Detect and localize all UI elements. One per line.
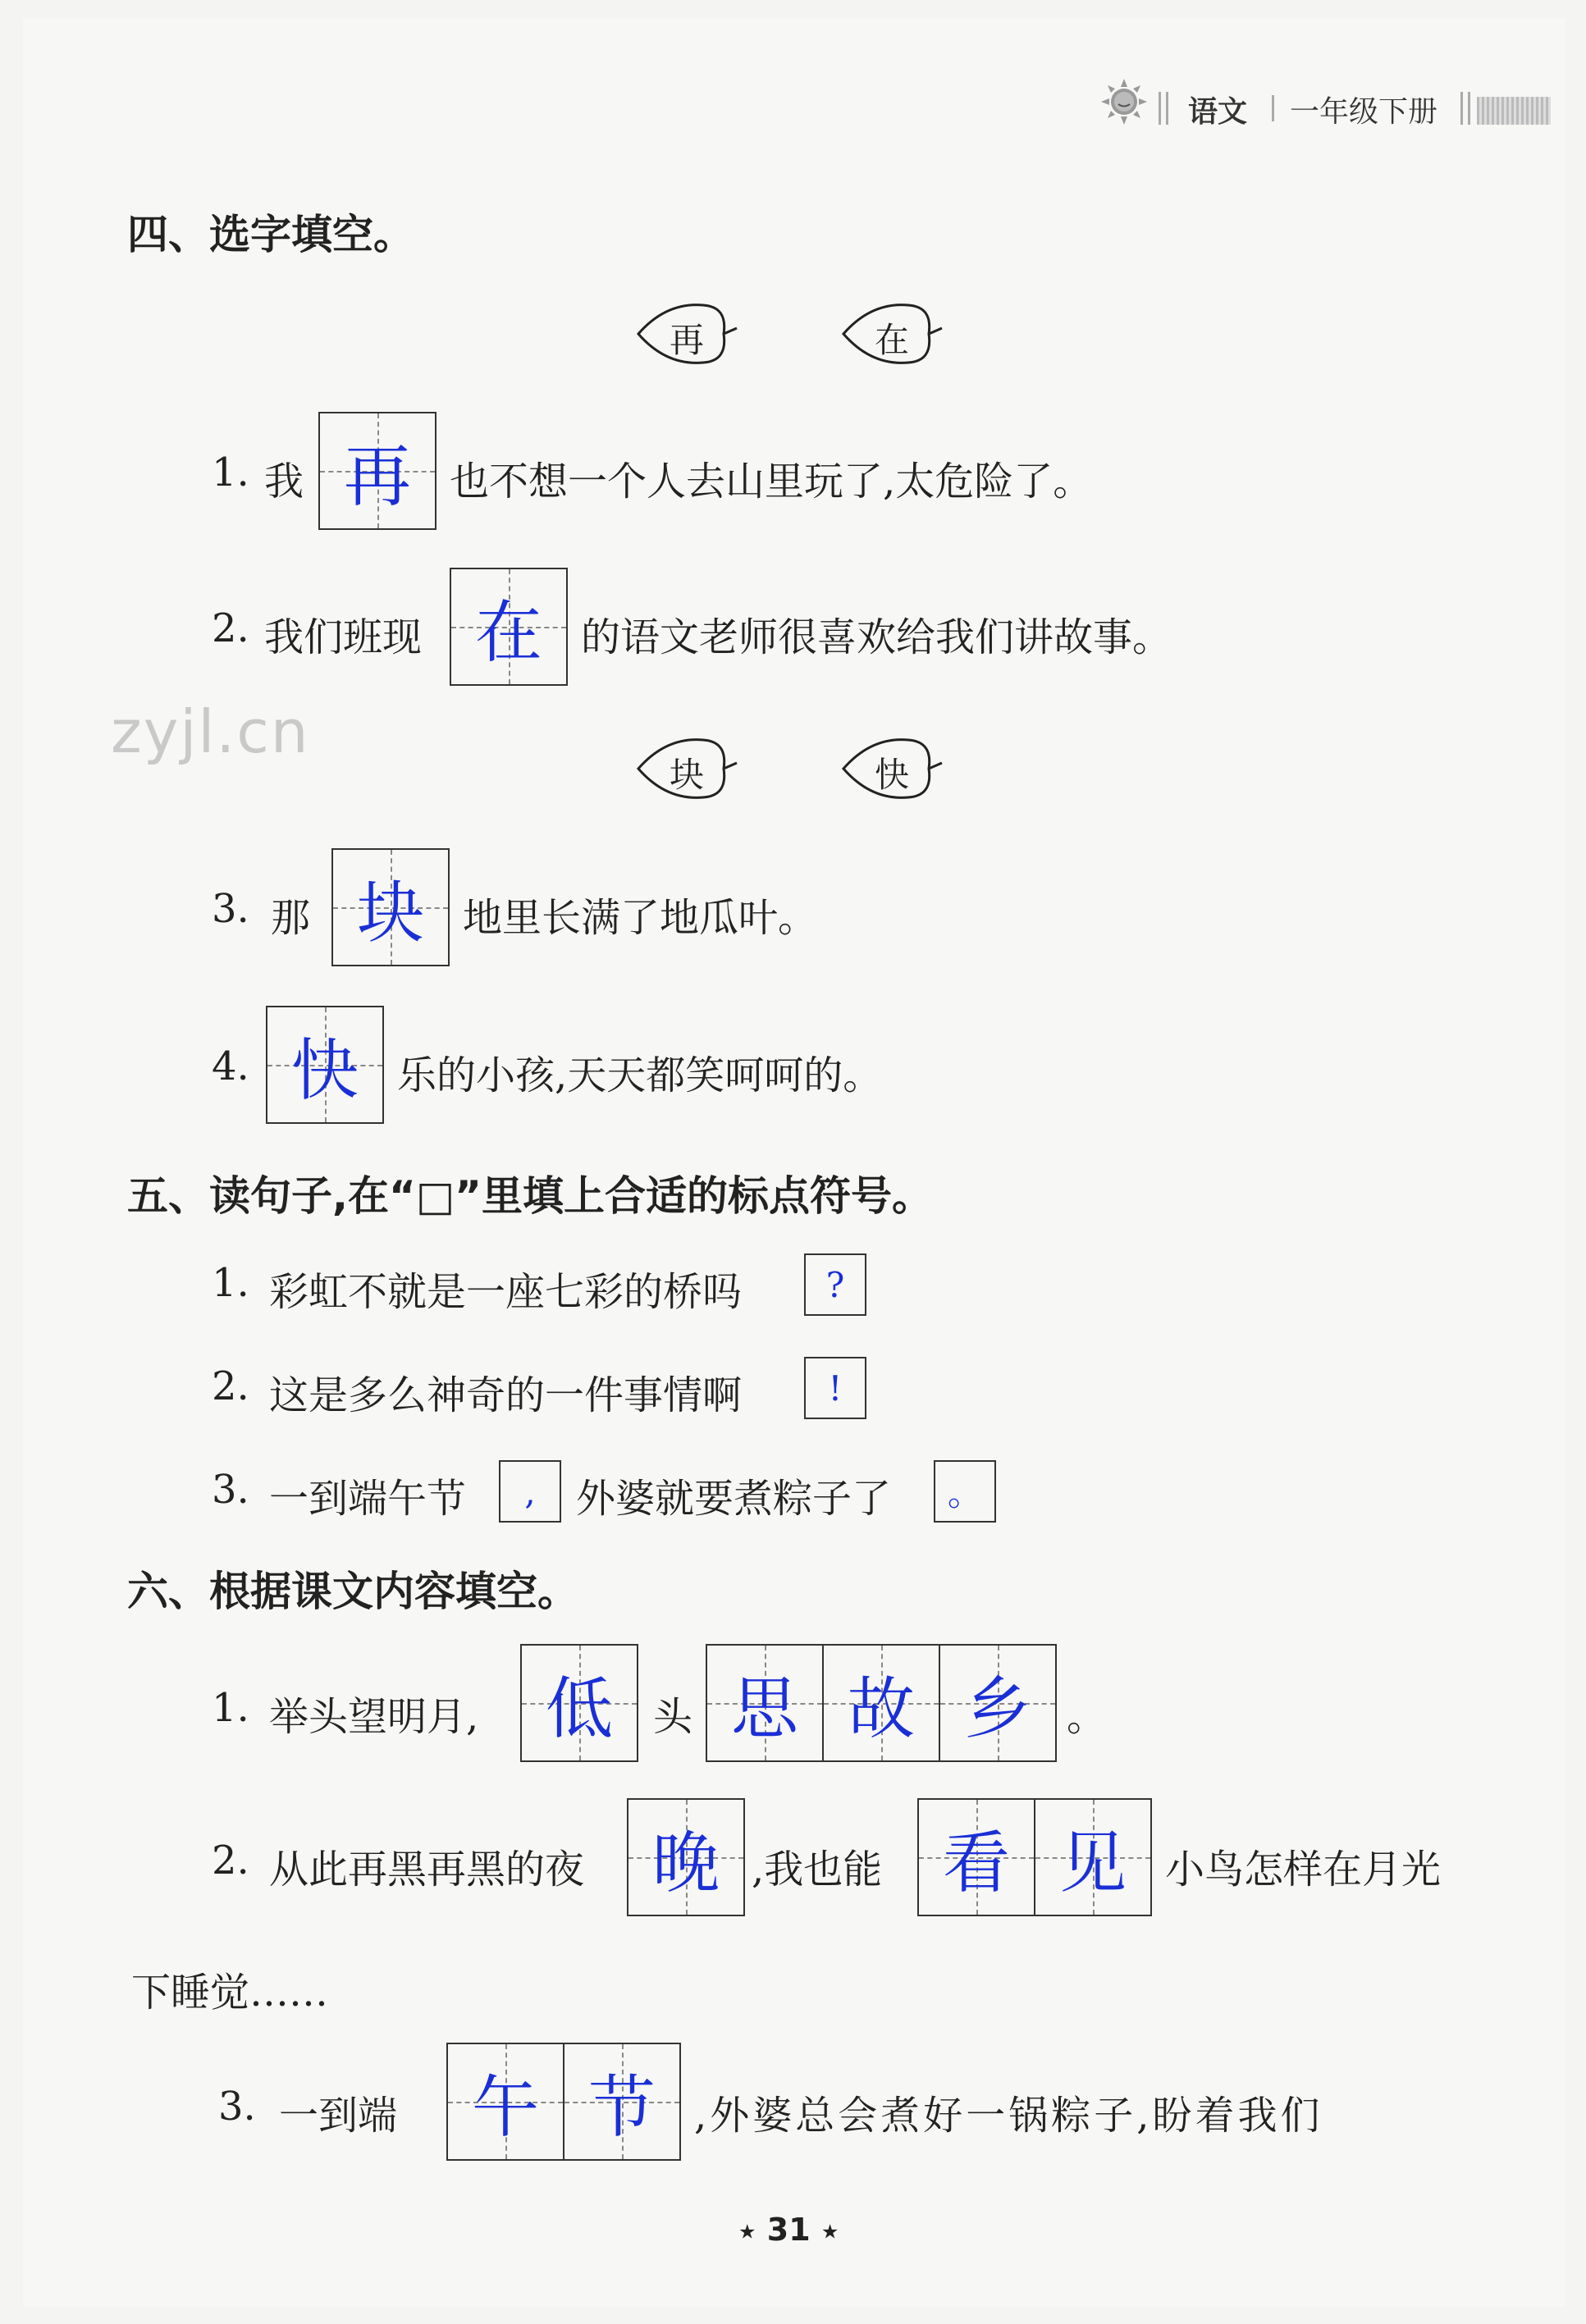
page-number-text: 31	[766, 2212, 811, 2248]
handwritten-answer: 晚	[651, 1824, 720, 1902]
header-grade: 一年级下册	[1290, 95, 1438, 129]
leaf-char: 在	[874, 320, 909, 360]
s4-q3-num: 3.	[212, 886, 249, 932]
answer-box[interactable]	[318, 412, 436, 530]
leaf-char: 块	[669, 755, 704, 795]
s5-q3-text1: 一到端午节	[269, 1476, 467, 1522]
s6-q1-after: 。	[1067, 1694, 1107, 1740]
punctuation-box[interactable]: ?	[804, 1253, 866, 1316]
s6-q3-num: 3.	[218, 2084, 256, 2130]
answer-box[interactable]	[450, 568, 568, 686]
s6-q2-middle: ,我也能	[752, 1847, 883, 1893]
s4-q4-num: 4.	[212, 1043, 249, 1089]
leaf-option	[839, 297, 945, 371]
header-bar	[1477, 97, 1551, 125]
s6-q1-middle: 头	[653, 1694, 693, 1740]
s4-q1-after: 也不想一个人去山里玩了,太危险了。	[450, 459, 1093, 505]
punctuation-box[interactable]: ,	[499, 1460, 561, 1523]
punctuation-box[interactable]: !	[804, 1357, 866, 1419]
answer-box[interactable]	[266, 1006, 384, 1124]
handwritten-answer: 看	[942, 1824, 1010, 1902]
s6-q2-num: 2.	[212, 1838, 249, 1883]
header-divider-right	[1460, 92, 1470, 125]
handwritten-answer: 低	[545, 1669, 613, 1748]
answer-box-group[interactable]	[446, 2043, 681, 2161]
s6-q3-after: ,外婆总会煮好一锅粽子,盼着我们	[694, 2093, 1323, 2139]
s6-q2-before: 从此再黑再黑的夜	[269, 1847, 585, 1893]
answer-box[interactable]	[520, 1644, 638, 1762]
answer-box-group[interactable]	[917, 1798, 1152, 1916]
s6-q3-before: 一到端	[279, 2093, 398, 2139]
answer-box[interactable]	[627, 1798, 745, 1916]
header-separator	[1272, 95, 1274, 121]
s6-q1-before: 举头望明月,	[269, 1694, 479, 1740]
s6-q2-cont: 下睡觉……	[131, 1970, 329, 2016]
s5-q3-text2: 外婆就要煮粽子了	[576, 1476, 892, 1522]
s6-q2-after: 小鸟怎样在月光	[1165, 1847, 1442, 1893]
handwritten-answer: 节	[587, 2068, 656, 2147]
watermark: zyjl.cn	[111, 697, 310, 766]
s5-q1-text: 彩虹不就是一座七彩的桥吗	[269, 1269, 743, 1315]
s4-q3-after: 地里长满了地瓜叶。	[463, 895, 818, 941]
s4-q2-num: 2.	[212, 605, 249, 651]
leaf-char: 再	[669, 320, 704, 360]
s5-q3-num: 3.	[212, 1467, 249, 1513]
s4-q1-num: 1.	[212, 450, 249, 495]
header-subject: 语文	[1188, 95, 1248, 129]
s5-q2-num: 2.	[212, 1363, 249, 1409]
answer-box[interactable]	[331, 848, 450, 966]
s5-q1-num: 1.	[212, 1260, 249, 1306]
handwritten-answer: 快	[290, 1031, 359, 1110]
section6-title: 六、根据课文内容填空。	[127, 1568, 578, 1615]
leaf-option	[839, 732, 945, 806]
handwritten-answer: 再	[343, 437, 411, 516]
s4-q1-before: 我	[264, 459, 304, 505]
star-icon: ★	[738, 2220, 756, 2244]
punctuation-box[interactable]: 。	[934, 1460, 996, 1523]
answer-box-group[interactable]	[706, 1644, 1057, 1762]
leaf-char: 快	[874, 755, 909, 795]
handwritten-answer: 见	[1058, 1824, 1127, 1902]
s4-q3-before: 那	[271, 895, 311, 941]
handwritten-answer: 乡	[963, 1669, 1031, 1748]
leaf-option	[633, 732, 740, 806]
leaf-option	[633, 297, 740, 371]
section5-title: 五、读句子,在“□”里填上合适的标点符号。	[127, 1172, 933, 1220]
handwritten-answer: 块	[356, 874, 424, 952]
s5-q2-text: 这是多么神奇的一件事情啊	[269, 1372, 743, 1418]
handwritten-answer: 思	[730, 1669, 798, 1748]
s6-q1-num: 1.	[212, 1685, 249, 1731]
s4-q2-before: 我们班现	[264, 614, 423, 660]
header-divider	[1159, 92, 1168, 125]
s4-q4-after: 乐的小孩,天天都笑呵呵的。	[397, 1052, 883, 1098]
star-icon: ★	[820, 2220, 839, 2244]
handwritten-answer: 故	[847, 1669, 915, 1748]
handwritten-answer: 在	[474, 593, 542, 672]
page-number	[738, 2212, 839, 2248]
handwritten-answer: 午	[471, 2068, 539, 2147]
section4-title: 四、选字填空。	[127, 211, 414, 258]
sun-icon	[1099, 77, 1149, 126]
s4-q2-after: 的语文老师很喜欢给我们讲故事。	[581, 614, 1172, 660]
